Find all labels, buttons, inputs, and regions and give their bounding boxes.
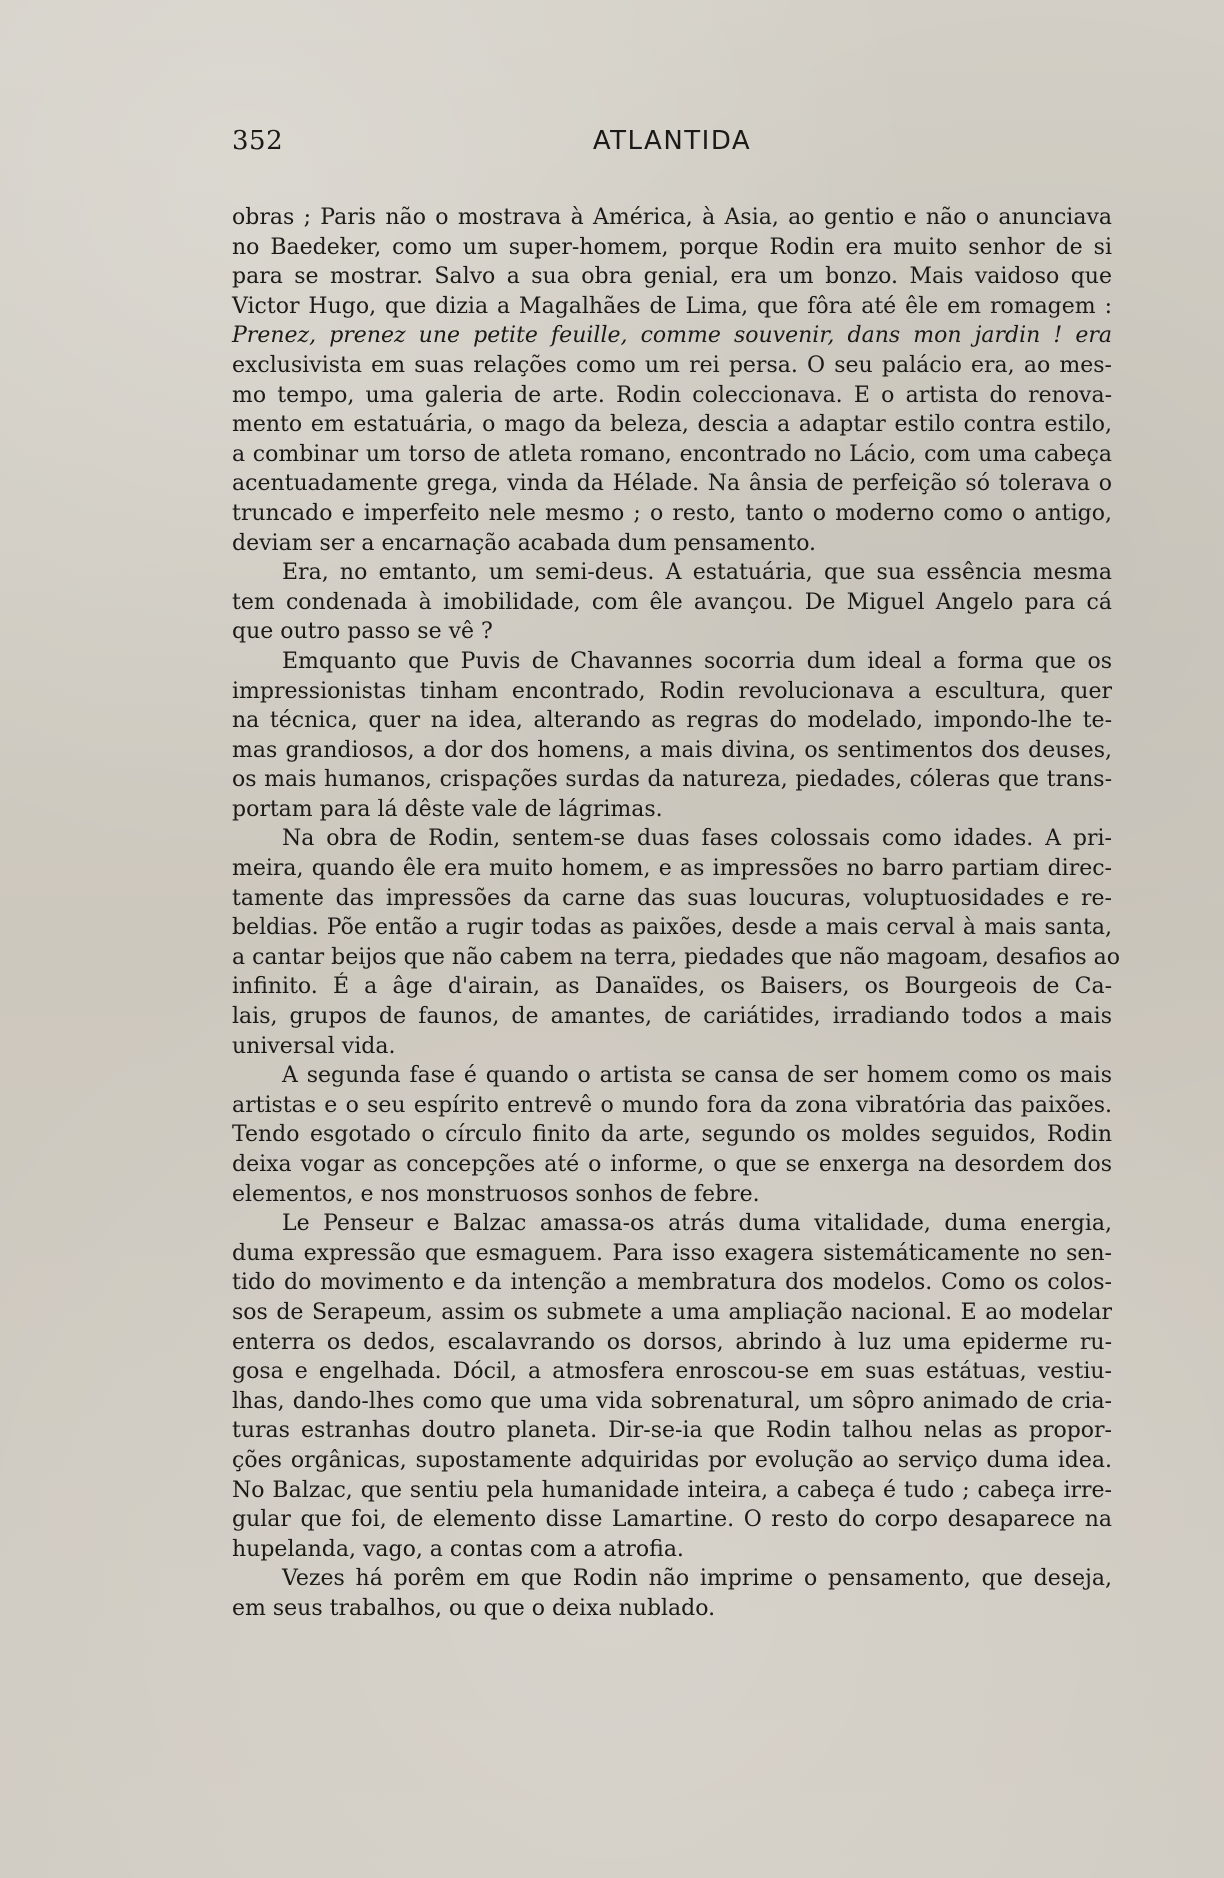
- paragraph-start-line: Era, no emtanto, um semi-deus. A estatuária, que sua essência mesma: [282, 560, 1112, 586]
- text-line: meira, quando êle era muito homem, e as impressões no barro partiam direc-: [232, 856, 1112, 882]
- text-line: que outro passo se vê ?: [232, 619, 493, 645]
- text-line: ções orgânicas, supostamente adquiridas por evolução ao serviço duma idea.: [232, 1447, 1112, 1473]
- text-line: para se mostrar. Salvo a sua obra genial, era um bonzo. Mais vaidoso que: [232, 264, 1112, 290]
- text-line: elementos, e nos monstruosos sonhos de febre.: [232, 1181, 760, 1207]
- text-line: na técnica, quer na idea, alterando as regras do modelado, impondo-lhe te-: [232, 708, 1112, 734]
- text-line: enterra os dedos, escalavrando os dorsos, abrindo à luz uma epiderme ru-: [232, 1329, 1112, 1355]
- text-line: gosa e engelhada. Dócil, a atmosfera enroscou-se em suas estátuas, vestiu-: [232, 1359, 1112, 1385]
- text-line: Victor Hugo, que dizia a Magalhães de Lima, que fôra até êle em romagem :: [232, 293, 1112, 319]
- text-line: a cantar beijos que não cabem na terra, piedades que não magoam, desafios ao: [232, 944, 1120, 970]
- text-line: duma expressão que esmaguem. Para isso exagera sistemáticamente no sen-: [232, 1240, 1112, 1266]
- text-line: sos de Serapeum, assim os submete a uma ampliação nacional. E ao modelar: [232, 1299, 1112, 1325]
- text-line: turas estranhas doutro planeta. Dir-se-ia que Rodin talhou nelas as propor-: [232, 1418, 1112, 1444]
- body-text: [232, 203, 1120, 1624]
- running-title: ATLANTIDA: [592, 126, 752, 156]
- text-line: mento em estatuária, o mago da beleza, descia a adaptar estilo contra estilo,: [232, 412, 1112, 438]
- text-line: lhas, dando-lhes como que uma vida sobrenatural, um sôpro animado de cria-: [232, 1388, 1112, 1414]
- text-line: artistas e o seu espírito entrevê o mundo fora da zona vibratória das paixões.: [232, 1092, 1112, 1118]
- text-line: no Baedeker, como um super-homem, porque Rodin era muito senhor de si: [232, 234, 1112, 260]
- text-line: exclusivista em suas relações como um rei persa. O seu palácio era, ao mes-: [232, 352, 1112, 378]
- paragraph-start-line: Vezes há porêm em que Rodin não imprime o pensamento, que deseja,: [282, 1566, 1112, 1592]
- text-line: deixa vogar as concepções até o informe, o que se enxerga na desordem dos: [232, 1152, 1112, 1177]
- text-line: acentuadamente grega, vinda da Hélade. Na ânsia de perfeição só tolerava o: [232, 471, 1112, 497]
- page-number: 352: [232, 126, 284, 156]
- page-header: [232, 126, 1112, 166]
- text-line: mas grandiosos, a dor dos homens, a mais divina, os sentimentos dos deuses,: [232, 737, 1112, 763]
- paragraph-start-line: Le Penseur e Balzac amassa-os atrás duma vitalidade, duma energia,: [282, 1211, 1112, 1237]
- text-line: impressionistas tinham encontrado, Rodin revolucionava a escultura, quer: [232, 678, 1112, 704]
- paragraph-start-line: A segunda fase é quando o artista se cansa de ser homem como os mais: [282, 1063, 1112, 1089]
- text-line: portam para lá dêste vale de lágrimas.: [232, 796, 663, 822]
- text-line: No Balzac, que sentiu pela humanidade inteira, a cabeça é tudo ; cabeça irre-: [232, 1477, 1112, 1503]
- text-line: deviam ser a encarnação acabada dum pensamento.: [232, 530, 817, 556]
- text-line: Prenez, prenez une petite feuille, comme souvenir, dans mon jardin ! era: [232, 323, 1112, 349]
- text-line: os mais humanos, crispações surdas da natureza, piedades, cóleras que trans-: [232, 767, 1112, 793]
- text-line: tem condenada à imobilidade, com êle avançou. De Miguel Angelo para cá: [232, 589, 1112, 615]
- text-line: beldias. Põe então a rugir todas as paixões, desde a mais cerval à mais santa,: [232, 915, 1112, 941]
- text-line: universal vida.: [232, 1033, 396, 1059]
- text-line: obras ; Paris não o mostrava à América, à Asia, ao gentio e não o anunciava: [232, 205, 1112, 230]
- text-line: tamente das impressões da carne das suas loucuras, voluptuosidades e re-: [232, 885, 1112, 911]
- text-line: Tendo esgotado o círculo finito da arte, segundo os moldes seguidos, Rodin: [232, 1122, 1112, 1148]
- text-line: tido do movimento e da intenção a membratura dos modelos. Como os colos-: [232, 1270, 1112, 1296]
- paragraph-start-line: Na obra de Rodin, sentem-se duas fases colossais como idades. A pri-: [282, 826, 1112, 852]
- text-line: a combinar um torso de atleta romano, encontrado no Lácio, com uma cabeça: [232, 441, 1112, 467]
- text-line: infinito. É a âge d'airain, as Danaïdes, os Baisers, os Bourgeois de Ca-: [232, 974, 1112, 1000]
- paragraph-start-line: Emquanto que Puvis de Chavannes socorria dum ideal a forma que os: [282, 648, 1112, 674]
- text-line: truncado e imperfeito nele mesmo ; o resto, tanto o moderno como o antigo,: [232, 500, 1112, 526]
- text-line: lais, grupos de faunos, de amantes, de cariátides, irradiando todos a mais: [232, 1004, 1112, 1030]
- text-line: hupelanda, vago, a contas com a atrofia.: [232, 1536, 684, 1562]
- text-line: em seus trabalhos, ou que o deixa nublado.: [232, 1595, 716, 1621]
- text-line: gular que foi, de elemento disse Lamartine. O resto do corpo desaparece na: [232, 1507, 1112, 1533]
- text-line: mo tempo, uma galeria de arte. Rodin coleccionava. E o artista do renova-: [232, 382, 1112, 408]
